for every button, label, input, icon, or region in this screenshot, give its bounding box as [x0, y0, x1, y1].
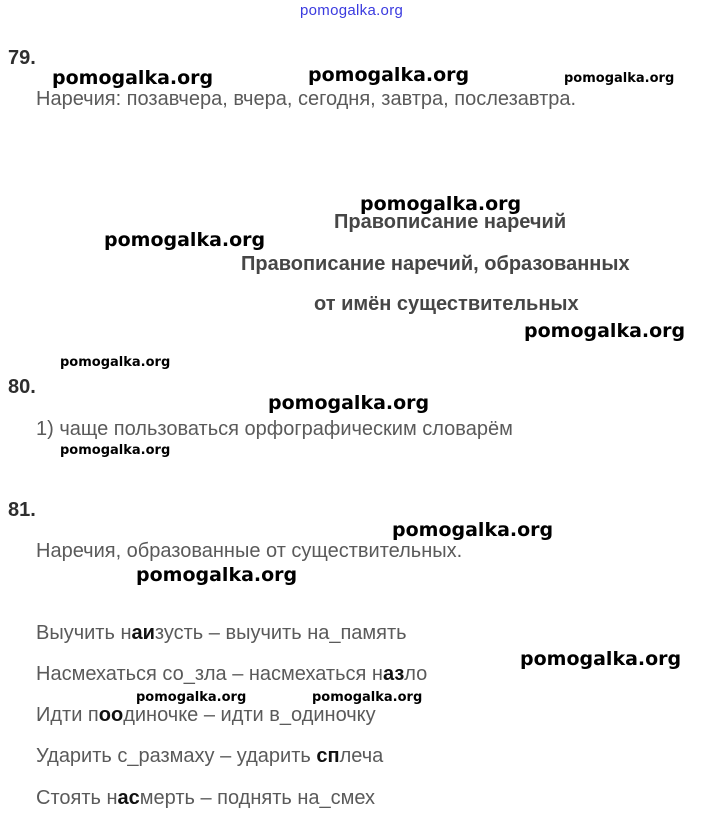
section-subtitle-line2: от имён существительных	[314, 293, 579, 315]
watermark: pomogalka.org	[136, 690, 247, 705]
watermark: pomogalka.org	[524, 320, 686, 342]
watermark: pomogalka.org	[564, 71, 675, 86]
task-79-text: Наречия: позавчера, вчера, сегодня, завтра, послезавтра.	[36, 88, 577, 110]
watermark: pomogalka.org	[104, 229, 266, 251]
task-79-number: 79.	[8, 47, 36, 69]
task-81-number: 81.	[8, 499, 36, 521]
watermark: pomogalka.org	[136, 564, 298, 586]
watermark: pomogalka.org	[360, 193, 522, 215]
watermark: pomogalka.org	[52, 67, 214, 89]
task-81-line: Идти поодиночке – идти в_одиночку	[36, 704, 376, 726]
section-title: Правописание наречий	[334, 211, 567, 233]
task-81-line: Выучить наизусть – выучить на_память	[36, 622, 407, 644]
task-81-intro: Наречия, образованные от существительных.	[36, 540, 463, 562]
watermark: pomogalka.org	[308, 64, 470, 86]
task-81-line: Насмехаться со_зла – насмехаться назло	[36, 663, 428, 685]
task-81-line: Стоять насмерть – поднять на_смех	[36, 787, 376, 809]
site-link[interactable]: pomogalka.org	[300, 2, 404, 19]
task-80-number: 80.	[8, 376, 36, 398]
watermark: pomogalka.org	[520, 648, 682, 670]
task-80-text: 1) чаще пользоваться орфографическим словарём	[36, 418, 513, 440]
watermark: pomogalka.org	[392, 519, 554, 541]
watermark: pomogalka.org	[268, 392, 430, 414]
watermark: pomogalka.org	[60, 355, 171, 370]
task-81-line: Ударить с_размаху – ударить сплеча	[36, 745, 384, 767]
watermark: pomogalka.org	[312, 690, 423, 705]
watermark: pomogalka.org	[60, 443, 171, 458]
section-subtitle-line1: Правописание наречий, образованных	[241, 253, 630, 275]
